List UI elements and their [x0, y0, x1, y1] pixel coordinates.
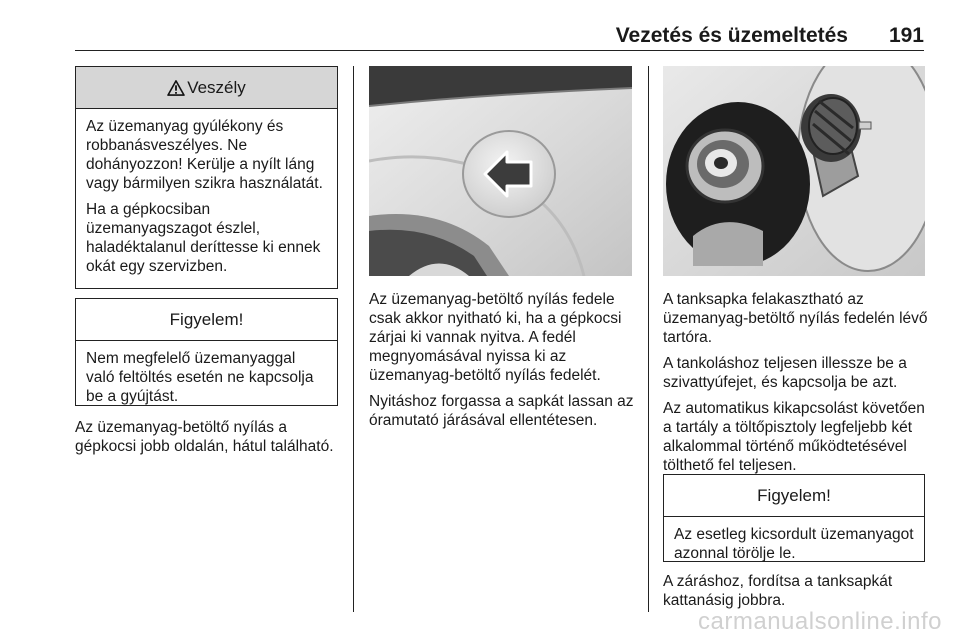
col1-text: Az üzemanyag-betöltő nyílás a gépkocsi jobb oldalán, hátul található.: [75, 419, 334, 455]
notice-box-2-title: Figyelem!: [757, 485, 831, 505]
fuel-flap-closed-figure: [369, 66, 632, 276]
header-rule: [75, 50, 924, 51]
col3-paragraph-2: A tankoláshoz teljesen illessze be a szivattyúfejet, és kapcsolja be azt.: [663, 355, 907, 391]
col1-paragraph: [75, 418, 345, 456]
col3-text-block: [663, 290, 933, 475]
warning-triangle-icon: [167, 80, 185, 96]
notice-box-1-body: [76, 341, 337, 416]
page-header: [0, 0, 960, 52]
notice-box-1: [75, 298, 338, 406]
col2-paragraph-2: Nyitáshoz forgassa a sapkát lassan az óramutató járásával ellentétesen.: [369, 393, 634, 429]
fuel-flap-closed-illustration: [369, 66, 632, 276]
col3-paragraph-1: A tanksapka felakasztható az üzemanyag-betöltő nyílás fedelén lévő tartóra.: [663, 291, 928, 346]
column-divider-2: [648, 66, 649, 612]
page-number: 191: [888, 24, 924, 47]
header-title: Vezetés és üzemeltetés: [615, 24, 848, 47]
col3-final-text: A záráshoz, fordítsa a tanksapkát kattanásig jobbra.: [663, 573, 893, 609]
notice-box-1-header: [76, 299, 337, 341]
col3-paragraph-3: Az automatikus kikapcsolást követően a tartály a töltőpisztoly legfeljebb két alkalommal történő működtetésével tölthető fel teljesen.: [663, 400, 925, 474]
notice-box-2-body: [664, 517, 924, 573]
danger-box-body: [76, 109, 337, 286]
danger-box-header: [76, 67, 337, 109]
col2-text-block: [369, 290, 639, 430]
notice-box-2-text: Az esetleg kicsordult üzemanyagot azonnal törölje le.: [674, 526, 914, 562]
fuel-cap-open-figure: [663, 66, 925, 276]
column-divider-1: [353, 66, 354, 612]
danger-box: [75, 66, 338, 289]
col2-paragraph-1: Az üzemanyag-betöltő nyílás fedele csak akkor nyitható ki, ha a gépkocsi zárjai ki vannak nyitva. A fedél megnyomásával nyissa ki az üzemanyag-betöltő nyílás fedelét.: [369, 291, 622, 384]
notice-box-1-text: Nem megfelelő üzemanyaggal való feltöltés esetén ne kapcsolja be a gyújtást.: [86, 350, 314, 405]
danger-paragraph-1: Az üzemanyag gyúlékony és robbanásveszélyes. Ne dohányozzon! Kerülje a nyílt láng vagy bármilyen szikra használatát.: [86, 118, 323, 192]
danger-box-title: Veszély: [187, 77, 246, 97]
notice-box-1-title: Figyelem!: [169, 309, 244, 329]
col3-final-paragraph: [663, 572, 933, 610]
notice-box-2-header: [664, 475, 924, 517]
notice-box-2: [663, 474, 925, 562]
fuel-cap-open-illustration: [663, 66, 925, 276]
danger-paragraph-2: Ha a gépkocsiban üzemanyagszagot észlel, haladéktalanul deríttesse ki ennek okát egy szervizben.: [86, 201, 321, 275]
watermark: carmanualsonline.info: [698, 608, 942, 635]
